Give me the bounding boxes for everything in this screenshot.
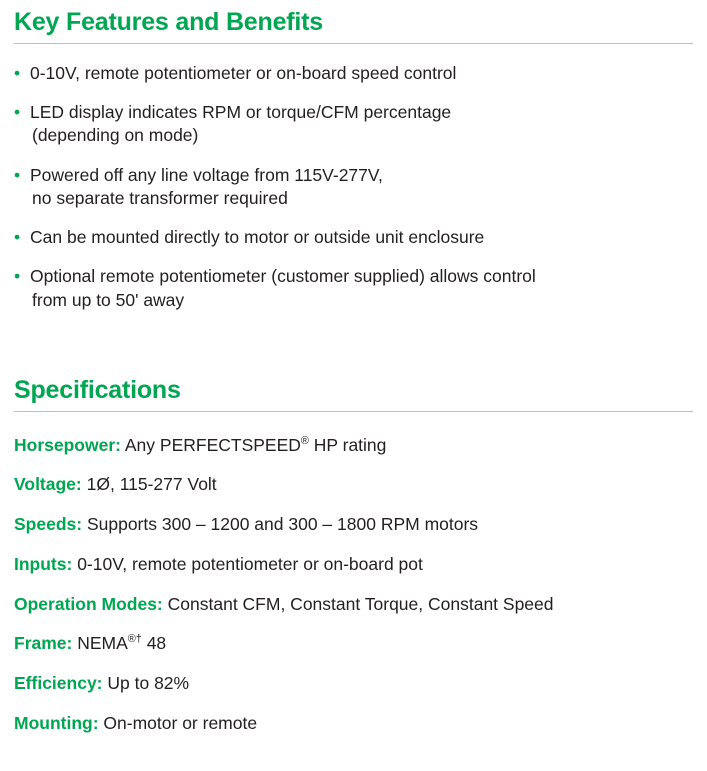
list-item [14,164,693,211]
list-item-line1: LED display indicates RPM or torque/CFM percentage [30,102,452,123]
bullet-icon: • [14,62,21,83]
spec-row-frame [14,632,693,655]
specifications-heading: Specifications [14,375,181,404]
list-item-line1: Powered off any line voltage from 115V-277V, [30,164,383,185]
spec-label: Horsepower: [14,434,121,455]
spec-value: Up to 82% [107,673,190,694]
spec-label: Inputs: [14,553,73,574]
spec-row-voltage [14,473,693,496]
key-features-section [14,0,693,312]
spec-label: Speeds: [14,514,83,535]
spec-value: Constant CFM, Constant Torque, Constant Speed [167,593,554,614]
spec-row-efficiency [14,672,693,695]
bullet-icon: • [14,164,21,185]
specifications-list [14,412,693,735]
spec-value: On-motor or remote [103,712,258,733]
spec-row-horsepower [14,434,693,457]
list-item [14,62,693,85]
spec-row-inputs [14,553,693,576]
list-item-line2: no separate transformer required [32,187,288,208]
spec-label: Operation Modes: [14,593,163,614]
key-features-heading: Key Features and Benefits [14,8,323,36]
bullet-icon: • [14,227,21,248]
key-features-list [14,44,693,312]
spec-label: Mounting: [14,712,99,733]
list-item [14,101,693,148]
bullet-icon: • [14,266,21,287]
list-item-line1: Optional remote potentiometer (customer supplied) allows control [30,266,536,287]
list-item-line2: (depending on mode) [32,125,199,146]
spec-value: NEMA [77,633,128,654]
spec-value-suffix: HP rating [308,434,387,455]
specifications-section [14,368,693,735]
list-item [14,265,693,312]
spec-value: Any PERFECTSPEED [124,434,301,455]
list-item [14,226,693,249]
spec-label: Voltage: [14,474,82,495]
spec-value: 1Ø, 115-277 Volt [86,474,217,495]
spec-value-superscript: ®† [127,633,142,646]
list-item-line1: 0-10V, remote potentiometer or on-board speed control [30,62,457,83]
section-spacer [14,312,693,368]
spec-value: Supports 300 – 1200 and 300 – 1800 RPM motors [86,514,479,535]
spec-label: Efficiency: [14,673,103,694]
spec-label: Frame: [14,633,73,654]
spec-row-mounting [14,712,693,735]
bullet-icon: • [14,102,21,123]
list-item-line1: Can be mounted directly to motor or outside unit enclosure [30,227,485,248]
spec-value: 0-10V, remote potentiometer or on-board pot [77,553,423,574]
spec-row-operation-modes [14,593,693,616]
list-item-line2: from up to 50' away [32,289,185,310]
spec-value-suffix: 48 [141,633,167,654]
spec-value-superscript: ® [300,434,309,447]
spec-row-speeds [14,513,693,536]
